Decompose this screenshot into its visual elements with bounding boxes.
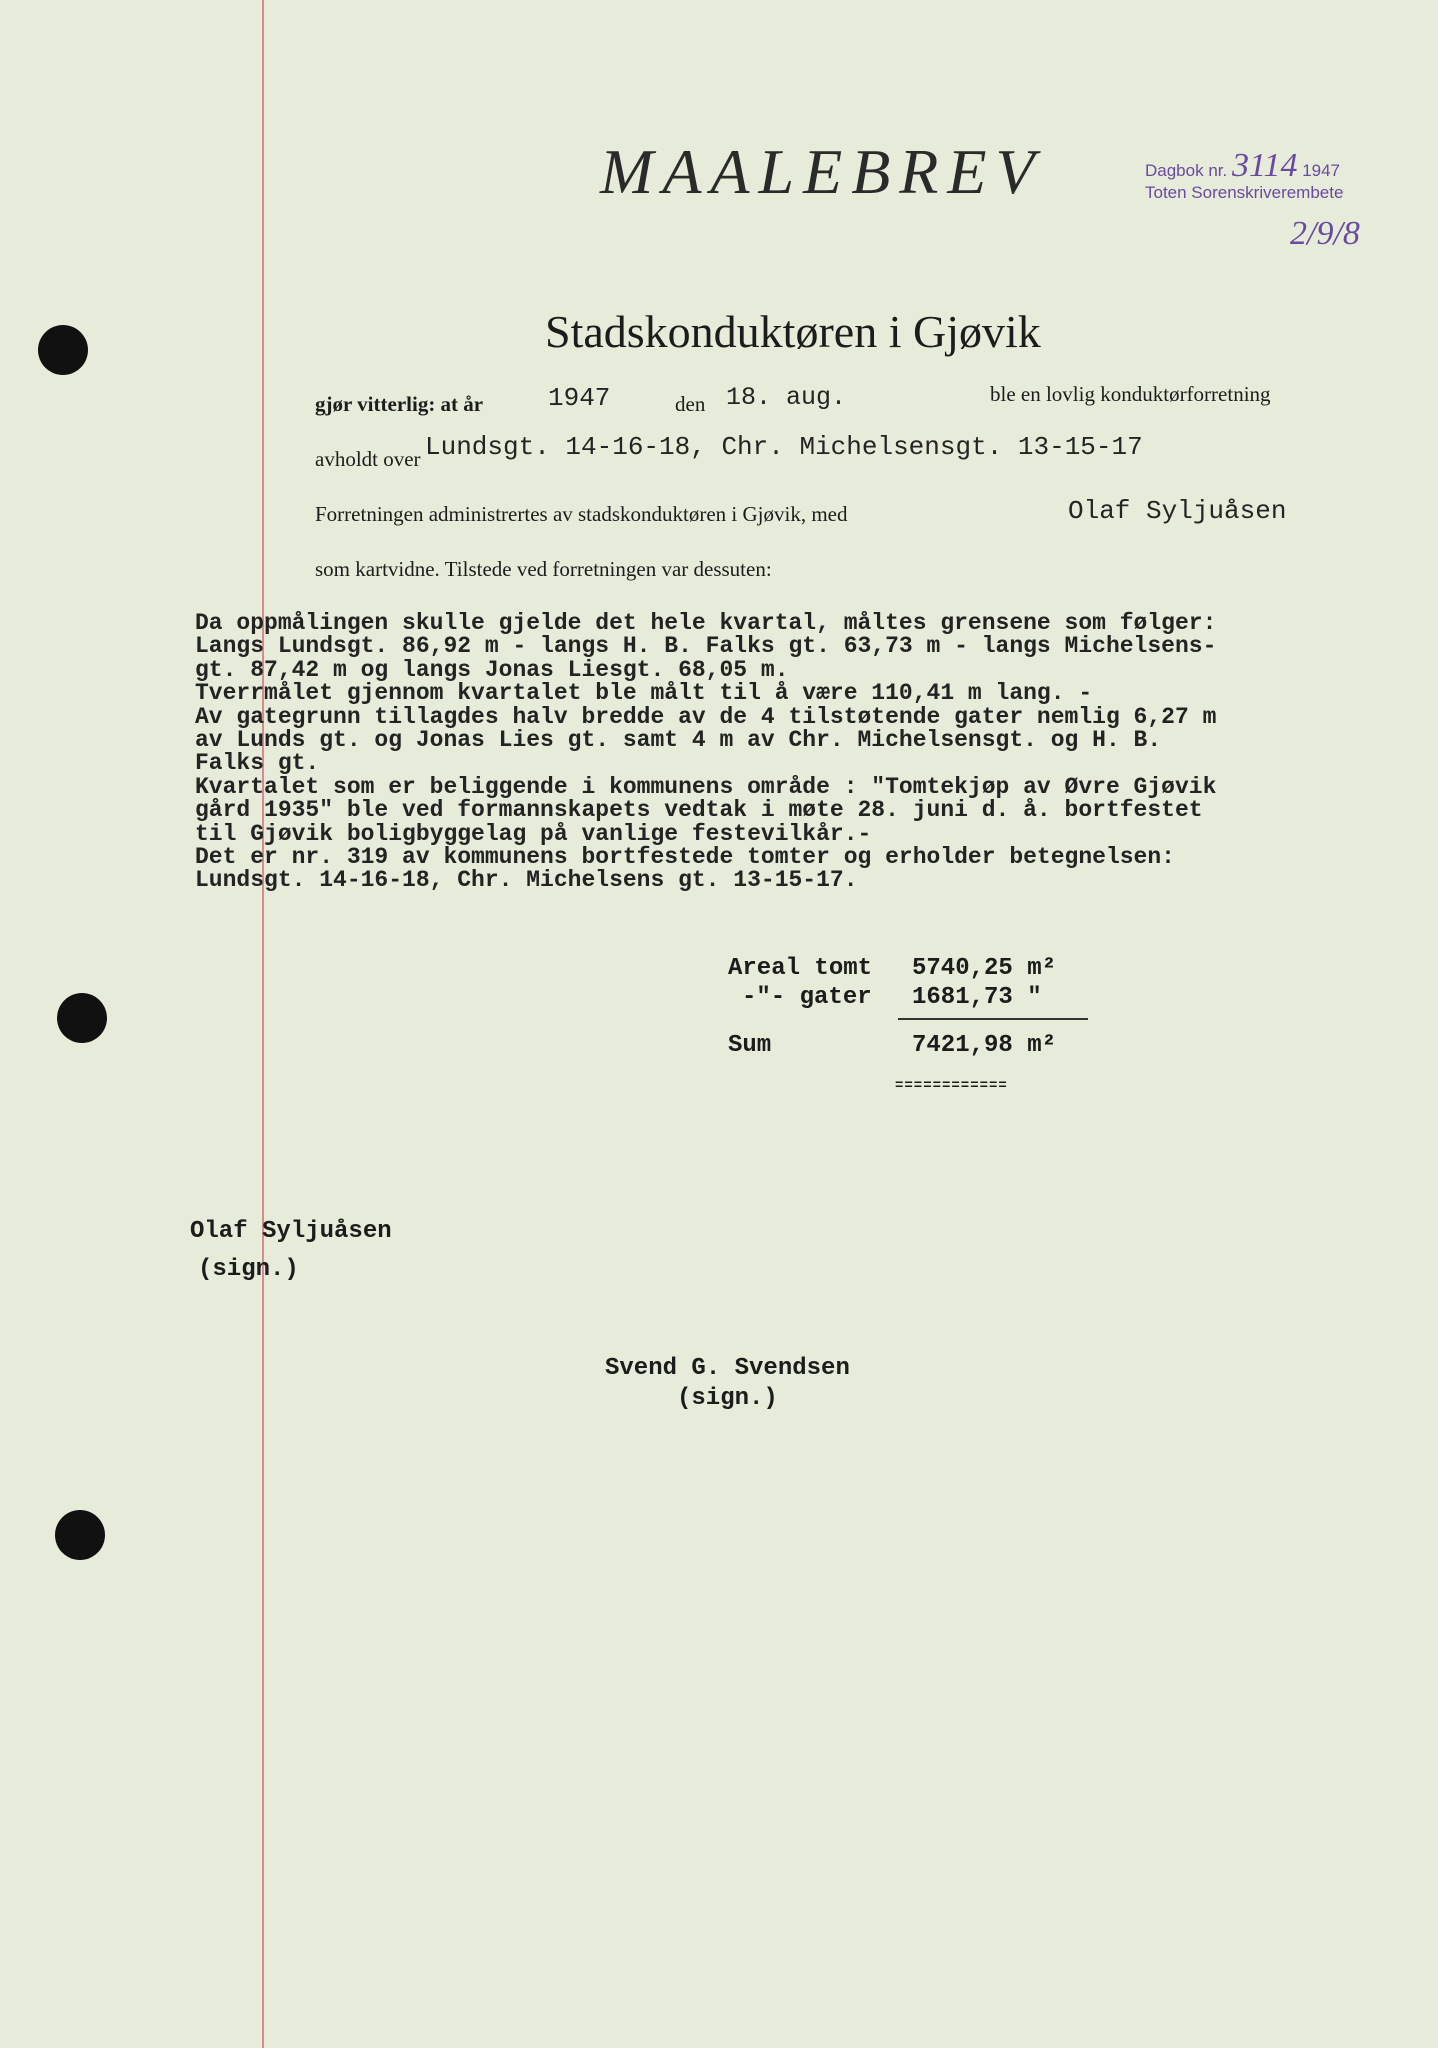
form-som-label: som kartvidne. Tilstede ved forretningen var dessuten: [315, 557, 772, 581]
area-row1-label: Areal tomt [728, 955, 873, 982]
punch-hole-bottom [55, 1510, 105, 1560]
form-year: 1947 [548, 383, 611, 413]
registry-stamp [1145, 147, 1344, 204]
body-line: gård 1935" ble ved formannskapets vedtak i møte 28. juni d. å. bortfestet [195, 797, 1203, 824]
form-avholdt-label: avholdt over [315, 447, 421, 471]
form-den-label: den [675, 392, 706, 416]
stamp-label: Dagbok nr. [1145, 161, 1228, 180]
measurement-text [195, 612, 1216, 893]
body-line: Lundsgt. 14-16-18, Chr. Michelsens gt. 13-15-17. [195, 867, 858, 894]
document-title: MAALEBREV [600, 136, 1044, 207]
signature-name: Olaf Syljuåsen [190, 1218, 392, 1245]
area-row1-value: 5740,25 m² [912, 955, 1057, 982]
area-row2-value: 1681,73 " [912, 984, 1042, 1011]
form-lovlig-label: ble en lovlig konduktørforretning [990, 382, 1271, 406]
signature-note: (sign.) [198, 1256, 299, 1283]
body-line: Da oppmålingen skulle gjelde det hele kvartal, måltes grensene som følger: [195, 610, 1217, 636]
margin-line [262, 0, 264, 2048]
form-date: 18. aug. [726, 383, 847, 412]
body-line: Det er nr. 319 av kommunens bortfestede tomter og erholder betegnelsen: [195, 844, 1175, 871]
body-line: Falks gt. [195, 750, 320, 777]
sum-rule [898, 1018, 1088, 1020]
body-line: Av gategrunn tillagdes halv bredde av de 4 tilstøtende gater nemlig 6,27 m [195, 703, 1217, 730]
stamp-number: 3114 [1231, 147, 1298, 184]
area-sum-label: Sum [728, 1032, 772, 1059]
sum-double-underline: ============ [895, 1078, 1008, 1094]
punch-hole-middle [57, 993, 107, 1043]
stamp-date: 2/9/8 [1290, 215, 1360, 252]
form-kartvidne: Olaf Syljuåsen [1068, 496, 1287, 526]
stamp-year: 1947 [1302, 161, 1341, 180]
form-gjor-label: gjør vitterlig: at år [315, 392, 484, 416]
body-line: til Gjøvik boligbyggelag på vanlige festevilkår.- [195, 820, 872, 847]
form-forretningen-label: Forretningen administrertes av stadskonduktøren i Gjøvik, med [315, 502, 848, 526]
area-row2-label: -"- gater [742, 984, 872, 1011]
signature-kartvidne [190, 1213, 392, 1289]
body-line: Kvartalet som er beliggende i kommunens område : "Tomtekjøp av Øvre Gjøvik [195, 773, 1217, 800]
area-sum-value: 7421,98 m² [912, 1032, 1057, 1059]
body-line: Langs Lundsgt. 86,92 m - langs H. B. Falks gt. 63,73 m - langs Michelsens- [195, 633, 1217, 660]
document-heading: Stadskonduktøren i Gjøvik [545, 306, 1041, 357]
punch-hole-top [38, 325, 88, 375]
form-address: Lundsgt. 14-16-18, Chr. Michelsensgt. 13-15-17 [425, 432, 1143, 462]
signature-name: Svend G. Svendsen [605, 1355, 850, 1382]
signature-stadskonduktor [605, 1350, 850, 1418]
signature-note: (sign.) [677, 1385, 778, 1412]
stamp-office: Toten Sorenskriverembete [1145, 183, 1344, 202]
body-line: gt. 87,42 m og langs Jonas Liesgt. 68,05 m. [195, 656, 789, 683]
body-line: av Lunds gt. og Jonas Lies gt. samt 4 m av Chr. Michelsensgt. og H. B. [195, 727, 1162, 754]
body-line: Tverrmålet gjennom kvartalet ble målt til å være 110,41 m lang. - [195, 680, 1093, 707]
